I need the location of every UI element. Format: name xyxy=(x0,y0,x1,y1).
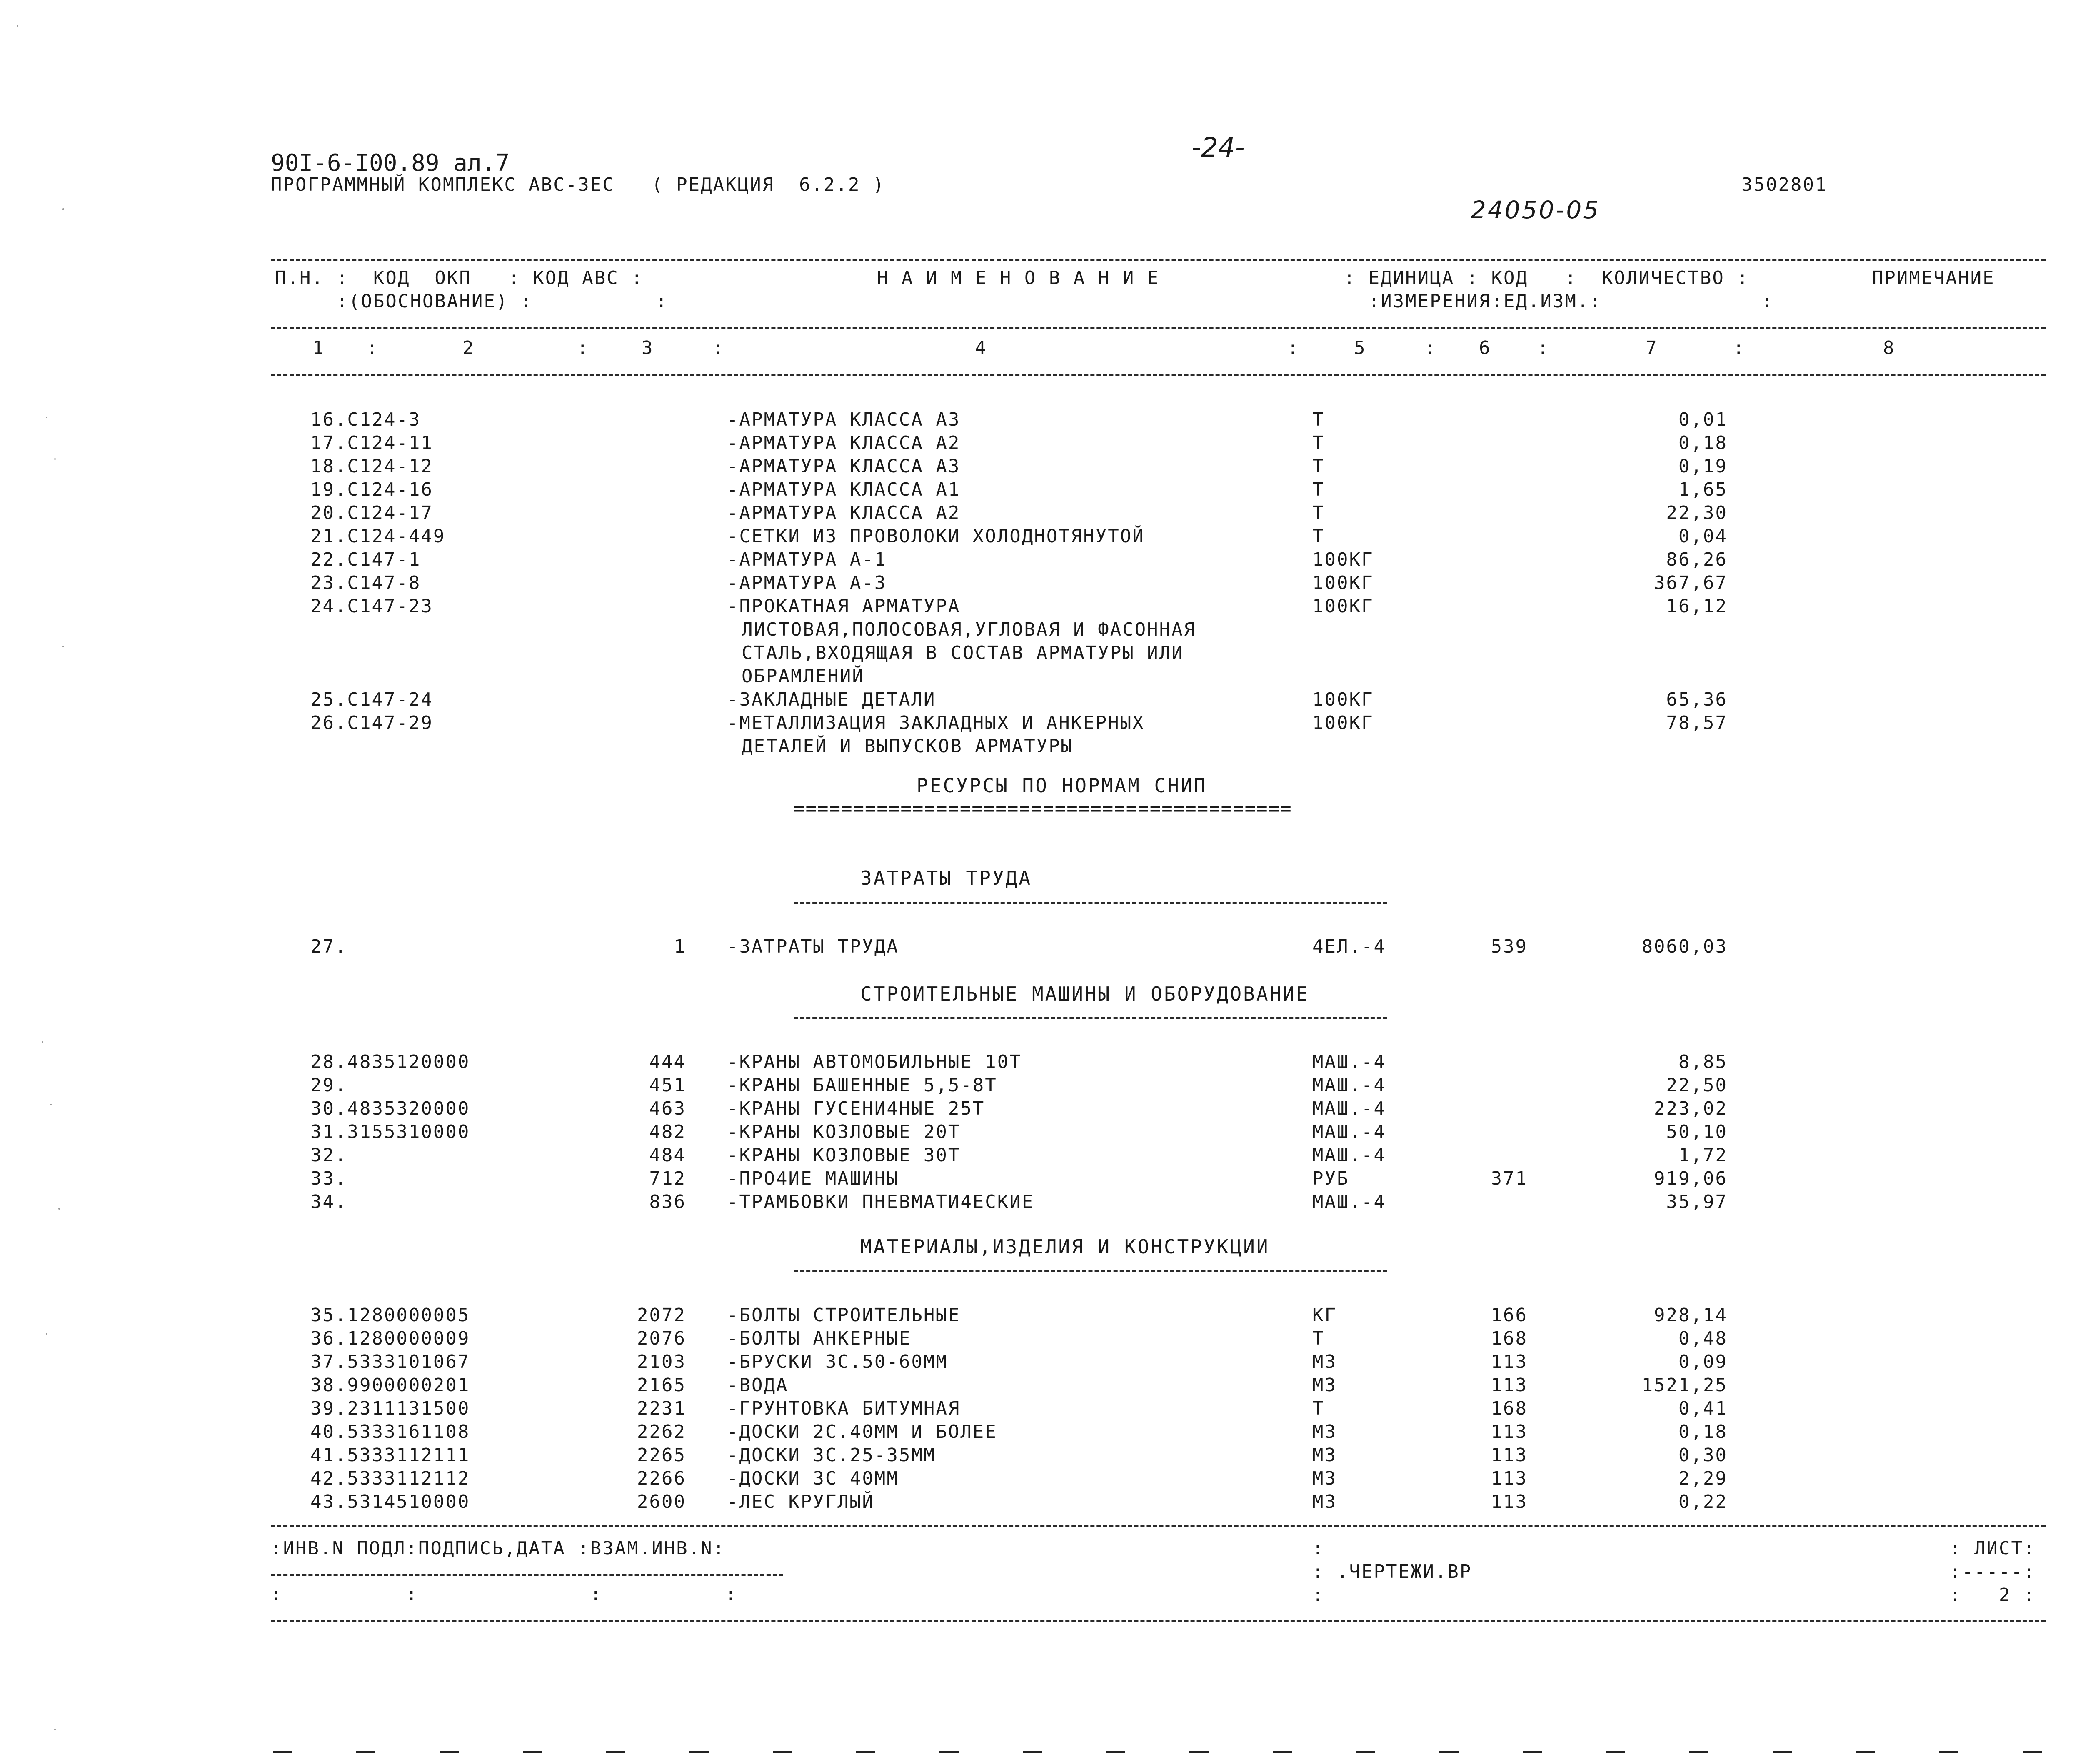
divider-line xyxy=(271,327,2046,329)
section-title-labor: ЗАТРАТЫ ТРУДА xyxy=(860,867,1032,889)
cell-pn: 28.4835120000 xyxy=(310,1051,470,1073)
document-code: 90I-6-I00.89 ал.7 xyxy=(271,150,510,177)
cell-qty: 0,18 xyxy=(1678,432,1728,454)
divider-line xyxy=(271,1574,783,1576)
divider-line xyxy=(939,1751,959,1753)
cell-name: -КРАНЫ КОЗЛОВЫЕ 30Т xyxy=(727,1145,961,1166)
cell-name: -ДОСКИ 3С.25-35ММ xyxy=(727,1445,936,1466)
column-divider: : xyxy=(1733,337,1746,359)
cell-qty: 22,50 xyxy=(1666,1075,1728,1096)
column-divider: : xyxy=(1537,337,1550,359)
table-row xyxy=(0,408,2083,432)
cell-pn: 22.С147-1 xyxy=(310,549,421,570)
cell-qty: 0,04 xyxy=(1678,526,1728,547)
cell-unit: Т xyxy=(1312,409,1325,430)
section-title-resources: РЕСУРСЫ ПО НОРМАМ СНИП xyxy=(917,774,1207,797)
scan-speck xyxy=(54,1729,56,1730)
cell-unit: М3 xyxy=(1312,1421,1337,1442)
drawing-set-title: : .ЧЕРТЕЖИ.ВР xyxy=(1312,1561,1472,1582)
column-divider: : xyxy=(367,337,379,359)
cell-qty: 22,30 xyxy=(1666,502,1728,524)
row-continuation: ЛИСТОВАЯ,ПОЛОСОВАЯ,УГЛОВАЯ И ФАСОННАЯ xyxy=(742,619,1196,640)
cell-pn: 20.С124-17 xyxy=(310,502,433,524)
cell-pn: 41.5333112111 xyxy=(310,1445,470,1466)
cell-qty: 8060,03 xyxy=(1641,936,1728,957)
cell-pn: 23.С147-8 xyxy=(310,572,421,594)
table-row xyxy=(0,1050,2083,1074)
scan-speck xyxy=(62,646,64,647)
cell-name: -ГРУНТОВКА БИТУМНАЯ xyxy=(727,1398,961,1419)
cell-name: -БОЛТЫ СТРОИТЕЛЬНЫЕ xyxy=(727,1305,961,1326)
cell-qty: 65,36 xyxy=(1666,689,1728,710)
cell-code: 113 xyxy=(1491,1445,1528,1466)
column-number-6: 6 xyxy=(1479,337,1491,359)
cell-abs: 1 xyxy=(674,936,686,957)
cell-name: -АРМАТУРА КЛАССА А2 xyxy=(727,502,961,524)
cell-code: 113 xyxy=(1491,1375,1528,1396)
cell-pn: 43.5314510000 xyxy=(310,1491,470,1512)
cell-abs: 463 xyxy=(649,1098,686,1119)
cell-abs: 2266 xyxy=(637,1468,686,1489)
cell-qty: 1,72 xyxy=(1678,1145,1728,1166)
cell-qty: 223,02 xyxy=(1654,1098,1728,1119)
column-header-line-2: :(ОБОСНОВАНИЕ) : : :ИЗМЕРЕНИЯ:ЕД.ИЗМ.: : xyxy=(275,291,1774,312)
cell-unit: 100КГ xyxy=(1312,572,1374,594)
cell-pn: 42.5333112112 xyxy=(310,1468,470,1489)
table-row xyxy=(0,455,2083,478)
cell-code: 113 xyxy=(1491,1421,1528,1442)
cell-pn: 19.С124-16 xyxy=(310,479,433,500)
cell-unit: М3 xyxy=(1312,1491,1337,1512)
cell-abs: 2076 xyxy=(637,1328,686,1349)
cell-name: -ПРОКАТНАЯ АРМАТУРА xyxy=(727,596,961,617)
column-number-4: 4 xyxy=(975,337,987,359)
column-number-7: 7 xyxy=(1646,337,1658,359)
divider-line xyxy=(271,1525,2046,1527)
cell-code: 113 xyxy=(1491,1468,1528,1489)
scan-speck xyxy=(62,208,64,210)
cell-name: -АРМАТУРА КЛАССА А3 xyxy=(727,409,961,430)
cell-name: -КРАНЫ АВТОМОБИЛЬНЫЕ 10Т xyxy=(727,1051,1022,1073)
cell-unit: МАШ.-4 xyxy=(1312,1145,1386,1166)
cell-name: -МЕТАЛЛИЗАЦИЯ ЗАКЛАДНЫХ И АНКЕРНЫХ xyxy=(727,712,1145,734)
cell-qty: 0,22 xyxy=(1678,1491,1728,1512)
cell-pn: 25.С147-24 xyxy=(310,689,433,710)
column-number-1: 1 xyxy=(312,337,325,359)
table-row xyxy=(0,595,2083,618)
sheet-separator: :-----: xyxy=(1950,1561,2036,1582)
table-row xyxy=(0,1097,2083,1120)
cell-unit: МАШ.-4 xyxy=(1312,1121,1386,1143)
cell-qty: 0,18 xyxy=(1678,1421,1728,1442)
cell-pn: 39.2311131500 xyxy=(310,1398,470,1419)
cell-pn: 35.1280000005 xyxy=(310,1305,470,1326)
table-row xyxy=(0,711,2083,735)
divider-line xyxy=(271,1620,2046,1622)
cell-pn: 32. xyxy=(310,1145,347,1166)
stamp-blank-row: : : : : xyxy=(271,1584,738,1605)
cell-qty: 919,06 xyxy=(1654,1168,1728,1189)
divider-line xyxy=(689,1751,709,1753)
cell-abs: 2072 xyxy=(637,1305,686,1326)
row-continuation: ДЕТАЛЕЙ И ВЫПУСКОВ АРМАТУРЫ xyxy=(742,736,1074,757)
column-divider: : xyxy=(1425,337,1437,359)
cell-unit: Т xyxy=(1312,1328,1325,1349)
cell-name: -ЗАТРАТЫ ТРУДА xyxy=(727,936,899,957)
divider-line xyxy=(856,1751,875,1753)
table-row xyxy=(0,1120,2083,1144)
cell-qty: 0,48 xyxy=(1678,1328,1728,1349)
cell-name: -ТРАМБОВКИ ПНЕВМАТИ4ЕСКИЕ xyxy=(727,1191,1034,1213)
table-row xyxy=(0,1374,2083,1397)
cell-pn: 36.1280000009 xyxy=(310,1328,470,1349)
column-divider: : xyxy=(577,337,589,359)
divider-line xyxy=(1773,1751,1792,1753)
table-row xyxy=(0,571,2083,595)
section-double-rule: ========================================== xyxy=(794,798,1292,819)
table-row xyxy=(0,1190,2083,1214)
column-number-3: 3 xyxy=(642,337,654,359)
cell-unit: РУБ xyxy=(1312,1168,1349,1189)
cell-abs: 451 xyxy=(649,1075,686,1096)
divider-line xyxy=(1023,1751,1042,1753)
document-id: 3502801 xyxy=(1741,174,1828,195)
cell-abs: 484 xyxy=(649,1145,686,1166)
cell-code: 371 xyxy=(1491,1168,1528,1189)
table-row xyxy=(0,1327,2083,1350)
cell-unit: Т xyxy=(1312,1398,1325,1419)
divider-line xyxy=(1939,1751,1958,1753)
cell-pn: 29. xyxy=(310,1075,347,1096)
table-row xyxy=(0,478,2083,502)
cell-unit: 100КГ xyxy=(1312,596,1374,617)
cell-name: -АРМАТУРА КЛАССА А2 xyxy=(727,432,961,454)
column-divider: : xyxy=(1287,337,1300,359)
divider-line xyxy=(794,1017,1387,1019)
column-number-5: 5 xyxy=(1354,337,1366,359)
scan-speck xyxy=(17,25,18,27)
cell-qty: 0,41 xyxy=(1678,1398,1728,1419)
column-header-line-1: П.Н. : КОД ОКП : КОД АВС : Н А И М Е Н О В А Н И Е : ЕДИНИЦА : КОД : КОЛИЧЕСТВО : ПРИМЕЧАНИЕ xyxy=(275,267,1995,289)
cell-abs: 2165 xyxy=(637,1375,686,1396)
divider-line xyxy=(1606,1751,1625,1753)
table-row xyxy=(0,502,2083,525)
table-row xyxy=(0,1144,2083,1167)
cell-pn: 33. xyxy=(310,1168,347,1189)
cell-name: -СЕТКИ ИЗ ПРОВОЛОКИ ХОЛОДНОТЯНУТОЙ xyxy=(727,526,1145,547)
divider-line xyxy=(1856,1751,1875,1753)
row-continuation: СТАЛЬ,ВХОДЯЩАЯ В СОСТАВ АРМАТУРЫ ИЛИ xyxy=(742,642,1184,664)
cell-code: 168 xyxy=(1491,1328,1528,1349)
cell-pn: 37.5333101067 xyxy=(310,1351,470,1372)
cell-name: -ЛЕС КРУГЛЫЙ xyxy=(727,1491,874,1512)
scan-speck xyxy=(42,1041,43,1043)
cell-unit: Т xyxy=(1312,502,1325,524)
cell-pn: 30.4835320000 xyxy=(310,1098,470,1119)
cell-unit: М3 xyxy=(1312,1375,1337,1396)
cell-unit: 100КГ xyxy=(1312,712,1374,734)
cell-qty: 78,57 xyxy=(1666,712,1728,734)
cell-pn: 34. xyxy=(310,1191,347,1213)
cell-name: -ВОДА xyxy=(727,1375,789,1396)
divider-line xyxy=(1689,1751,1708,1753)
cell-name: -ПРО4ИЕ МАШИНЫ xyxy=(727,1168,899,1189)
divider-line xyxy=(356,1751,375,1753)
divider-line xyxy=(271,374,2046,376)
divider-line xyxy=(794,902,1387,904)
cell-unit: КГ xyxy=(1312,1305,1337,1326)
table-row xyxy=(0,688,2083,711)
table-row xyxy=(0,1444,2083,1467)
cell-qty: 50,10 xyxy=(1666,1121,1728,1143)
cell-pn: 18.С124-12 xyxy=(310,456,433,477)
table-row xyxy=(0,1490,2083,1514)
row-continuation: ОБРАМЛЕНИЙ xyxy=(742,666,864,687)
document-number: 24050-05 xyxy=(1471,196,1601,224)
cell-qty: 0,19 xyxy=(1678,456,1728,477)
cell-name: -КРАНЫ ГУСЕНИ4НЫЕ 25Т xyxy=(727,1098,985,1119)
column-divider: : xyxy=(712,337,725,359)
cell-qty: 2,29 xyxy=(1678,1468,1728,1489)
table-row xyxy=(0,432,2083,455)
table-row xyxy=(0,1074,2083,1097)
cell-pn: 21.С124-449 xyxy=(310,526,446,547)
cell-abs: 482 xyxy=(649,1121,686,1143)
cell-code: 113 xyxy=(1491,1351,1528,1372)
divider-line xyxy=(773,1751,792,1753)
cell-qty: 928,14 xyxy=(1654,1305,1728,1326)
table-row xyxy=(0,1167,2083,1190)
cell-code: 166 xyxy=(1491,1305,1528,1326)
cell-name: -БОЛТЫ АНКЕРНЫЕ xyxy=(727,1328,912,1349)
column-number-2: 2 xyxy=(462,337,475,359)
cell-pn: 24.С147-23 xyxy=(310,596,433,617)
program-line: ПРОГРАММНЫЙ КОМПЛЕКС АВС-ЗЕС ( РЕДАКЦИЯ 6.2.2 ) xyxy=(271,174,885,195)
cell-pn: 40.5333161108 xyxy=(310,1421,470,1442)
divider-line xyxy=(606,1751,625,1753)
cell-name: -ДОСКИ 2С.40ММ И БОЛЕЕ xyxy=(727,1421,997,1442)
cell-unit: 100КГ xyxy=(1312,689,1374,710)
divider-line xyxy=(440,1751,459,1753)
cell-abs: 712 xyxy=(649,1168,686,1189)
cell-qty: 0,01 xyxy=(1678,409,1728,430)
divider-line xyxy=(1356,1751,1375,1753)
cell-unit: МАШ.-4 xyxy=(1312,1191,1386,1213)
divider-line xyxy=(1106,1751,1125,1753)
section-title-machines: СТРОИТЕЛЬНЫЕ МАШИНЫ И ОБОРУДОВАНИЕ xyxy=(860,983,1309,1005)
cell-unit: Т xyxy=(1312,456,1325,477)
stamp-header: :ИНВ.N ПОДЛ:ПОДПИСЬ,ДАТА :ВЗАМ.ИНВ.N: xyxy=(271,1538,726,1559)
cell-abs: 2600 xyxy=(637,1491,686,1512)
cell-code: 539 xyxy=(1491,936,1528,957)
cell-abs: 444 xyxy=(649,1051,686,1073)
table-row xyxy=(0,1467,2083,1490)
divider-line xyxy=(1189,1751,1209,1753)
page-number: -24- xyxy=(1191,132,1245,163)
sheet-number: : 2 : xyxy=(1950,1584,2036,1606)
cell-code: 168 xyxy=(1491,1398,1528,1419)
cell-name: -АРМАТУРА КЛАССА А1 xyxy=(727,479,961,500)
cell-code: 113 xyxy=(1491,1491,1528,1512)
divider-line xyxy=(273,1751,292,1753)
cell-unit: М3 xyxy=(1312,1468,1337,1489)
stamp-divider: : xyxy=(1312,1538,1325,1559)
section-title-materials: МАТЕРИАЛЫ,ИЗДЕЛИЯ И КОНСТРУКЦИИ xyxy=(860,1235,1270,1258)
cell-unit: Т xyxy=(1312,479,1325,500)
divider-line xyxy=(794,1270,1387,1272)
cell-unit: М3 xyxy=(1312,1351,1337,1372)
cell-qty: 86,26 xyxy=(1666,549,1728,570)
cell-unit: Т xyxy=(1312,526,1325,547)
cell-name: -АРМАТУРА А-1 xyxy=(727,549,887,570)
cell-pn: 27. xyxy=(310,936,347,957)
cell-name: -БРУСКИ 3С.50-60ММ xyxy=(727,1351,948,1372)
table-row xyxy=(0,548,2083,571)
column-number-8: 8 xyxy=(1883,337,1896,359)
cell-unit: МАШ.-4 xyxy=(1312,1051,1386,1073)
cell-qty: 1,65 xyxy=(1678,479,1728,500)
divider-line xyxy=(1439,1751,1459,1753)
cell-qty: 8,85 xyxy=(1678,1051,1728,1073)
divider-line xyxy=(1273,1751,1292,1753)
cell-abs: 2231 xyxy=(637,1398,686,1419)
cell-name: -АРМАТУРА КЛАССА А3 xyxy=(727,456,961,477)
table-row xyxy=(0,1420,2083,1444)
stamp-divider: : xyxy=(1312,1584,1325,1606)
table-row xyxy=(0,935,2083,958)
divider-line xyxy=(2023,1751,2042,1753)
cell-abs: 836 xyxy=(649,1191,686,1213)
table-row xyxy=(0,1304,2083,1327)
divider-line xyxy=(271,259,2046,261)
cell-name: -КРАНЫ КОЗЛОВЫЕ 20Т xyxy=(727,1121,961,1143)
cell-abs: 2262 xyxy=(637,1421,686,1442)
sheet-label: : ЛИСТ: xyxy=(1950,1538,2036,1559)
cell-abs: 2103 xyxy=(637,1351,686,1372)
cell-unit: МАШ.-4 xyxy=(1312,1075,1386,1096)
divider-line xyxy=(1523,1751,1542,1753)
cell-pn: 31.3155310000 xyxy=(310,1121,470,1143)
cell-pn: 26.С147-29 xyxy=(310,712,433,734)
cell-name: -ДОСКИ 3С 40ММ xyxy=(727,1468,899,1489)
cell-pn: 17.С124-11 xyxy=(310,432,433,454)
cell-unit: М3 xyxy=(1312,1445,1337,1466)
cell-unit: МАШ.-4 xyxy=(1312,1098,1386,1119)
cell-name: -АРМАТУРА А-3 xyxy=(727,572,887,594)
cell-qty: 35,97 xyxy=(1666,1191,1728,1213)
cell-unit: Т xyxy=(1312,432,1325,454)
cell-name: -КРАНЫ БАШЕННЫЕ 5,5-8Т xyxy=(727,1075,997,1096)
cell-unit: 100КГ xyxy=(1312,549,1374,570)
cell-qty: 367,67 xyxy=(1654,572,1728,594)
cell-qty: 1521,25 xyxy=(1641,1375,1728,1396)
table-row xyxy=(0,525,2083,548)
cell-pn: 16.С124-3 xyxy=(310,409,421,430)
table-row xyxy=(0,1397,2083,1420)
divider-line xyxy=(523,1751,542,1753)
cell-qty: 0,30 xyxy=(1678,1445,1728,1466)
cell-pn: 38.9900000201 xyxy=(310,1375,470,1396)
cell-qty: 16,12 xyxy=(1666,596,1728,617)
cell-qty: 0,09 xyxy=(1678,1351,1728,1372)
table-row xyxy=(0,1350,2083,1374)
cell-abs: 2265 xyxy=(637,1445,686,1466)
cell-unit: 4ЕЛ.-4 xyxy=(1312,936,1386,957)
cell-name: -ЗАКЛАДНЫЕ ДЕТАЛИ xyxy=(727,689,936,710)
